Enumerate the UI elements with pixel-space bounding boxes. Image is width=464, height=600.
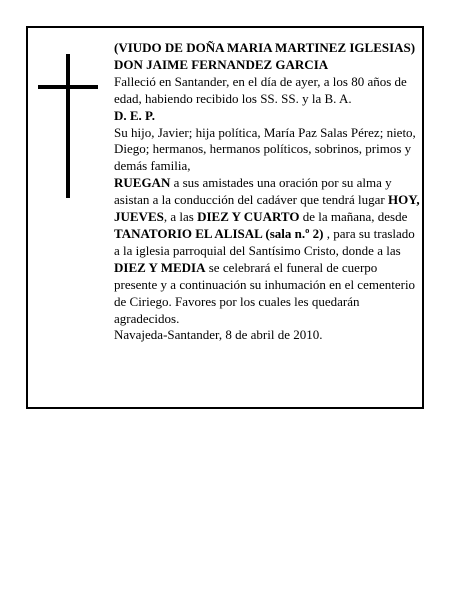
request-verb: RUEGAN: [114, 175, 171, 191]
obituary-notice: [26, 26, 424, 409]
dep-line: D. E. P.: [114, 107, 156, 123]
closing-text: se celebrará el funeral de cuerpo presente y a continuación su inhumación en el cementerio de Ciriego. Favores por los cuales les quedarán agradecidos.: [114, 259, 416, 326]
request-text: a sus amistades una oración por su alma y asistan a la conducción del cadáver que tendrá lugar: [114, 175, 392, 208]
place-date: Navajeda-Santander, 8 de abril de 2010.: [114, 327, 323, 343]
family-list: Su hijo, Javier; hija política, María Paz Salas Pérez; nieto, Diego; hermanos, hermanos políticos, sobrinos, primos y demás familia,: [114, 124, 416, 174]
text-a-las: , a las: [163, 209, 198, 225]
departure-time: DIEZ Y CUARTO: [197, 209, 300, 225]
death-info: Falleció en Santander, en el día de ayer, a los 80 años de edad, habiendo recibido los SS. SS. y la B. A.: [114, 73, 407, 106]
request-paragraph: [114, 175, 422, 327]
text-de-la-manana: de la mañana, desde: [299, 209, 408, 225]
service-day: HOY, JUEVES: [114, 192, 420, 225]
cross-vertical-bar: [66, 54, 70, 198]
cross-horizontal-bar: [38, 85, 98, 89]
funeral-time: DIEZ Y MEDIA: [114, 259, 206, 275]
widower-line: (VIUDO DE DOÑA MARIA MARTINEZ IGLESIAS): [114, 40, 416, 55]
funeral-home: TANATORIO EL ALISAL (sala n.º 2): [114, 225, 324, 241]
deceased-name: DON JAIME FERNANDEZ GARCIA: [114, 56, 329, 72]
transfer-text: , para su traslado a la iglesia parroquial del Santísimo Cristo, donde a las: [114, 225, 415, 258]
cross-icon: [38, 54, 98, 198]
notice-text: [114, 40, 422, 344]
